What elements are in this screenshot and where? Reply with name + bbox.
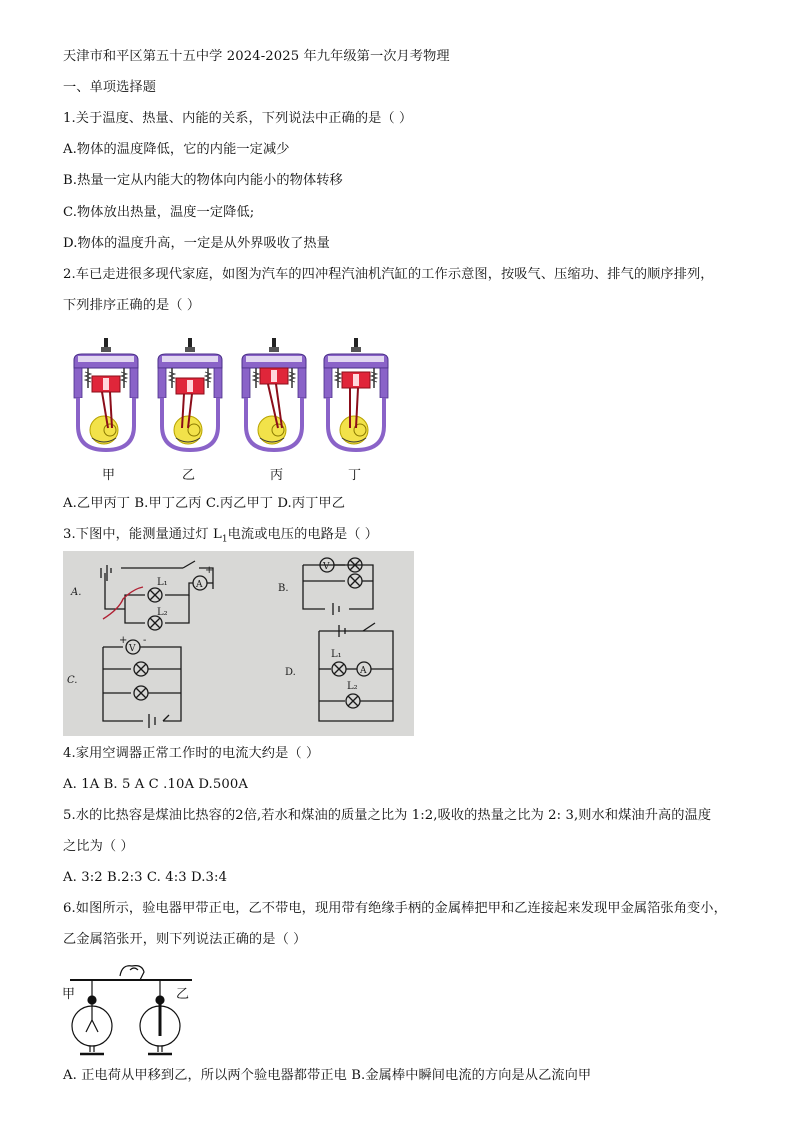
- circuit-a-l2: L₂: [157, 607, 168, 618]
- q5-stem-line1: 5.水的比热容是煤油比热容的2倍,若水和煤油的质量之比为 1:2,吸收的热量之比为 2: 3,则水和煤油升高的温度: [63, 808, 712, 823]
- circuit-b-voltmeter: V: [323, 562, 330, 572]
- q6-options: A. 正电荷从甲移到乙，所以两个验电器都带正电 B.金属棒中瞬间电流的方向是从乙流向甲: [63, 1068, 592, 1083]
- q3-stem: [63, 526, 378, 549]
- circuit-diagrams: [63, 551, 414, 736]
- exam-title: 天津市和平区第五十五中学 2024-2025 年九年级第一次月考物理: [63, 49, 450, 64]
- circuit-a-ammeter: A: [196, 580, 203, 590]
- circuit-d-l2: L₂: [347, 681, 358, 692]
- circuit-a-l1: L₁: [157, 577, 168, 588]
- q2-stem-line1: 2.车已走进很多现代家庭，如图为汽车的四冲程汽油机汽缸的工作示意图，按吸气、压缩功、排气的顺序排列，: [63, 267, 714, 282]
- engine-label-bing: 丙: [270, 468, 284, 483]
- circuit-photo: [63, 551, 414, 736]
- circuit-label-c: C.: [67, 675, 78, 686]
- q4-stem: 4.家用空调器正常工作时的电流大约是（ ）: [63, 746, 320, 761]
- circuit-label-d: D.: [285, 667, 296, 678]
- engine-label-jia: 甲: [102, 468, 116, 483]
- section-heading: 一、单项选择题: [63, 80, 157, 95]
- q1-stem: 1.关于温度、热量、内能的关系，下列说法中正确的是（ ）: [63, 111, 413, 126]
- q1-option-b: B.热量一定从内能大的物体向内能小的物体转移: [63, 173, 343, 188]
- q3-stem-post: 电流或电压的电路是（ ）: [227, 527, 379, 542]
- q2-stem-line2: 下列排序正确的是（ ）: [63, 298, 201, 313]
- engine-strokes-figure: [68, 338, 398, 456]
- q1-option-c: C.物体放出热量，温度一定降低;: [63, 205, 255, 220]
- q5-stem-line2: 之比为（ ）: [63, 839, 134, 854]
- engine-label-ding: 丁: [348, 468, 362, 483]
- circuit-a-plus: +: [205, 565, 214, 576]
- q1-option-a: A.物体的温度降低，它的内能一定减少: [63, 142, 290, 157]
- electroscope-label-yi: 乙: [176, 987, 190, 1002]
- circuit-c-voltmeter: V: [129, 644, 136, 654]
- circuit-d-l1: L₁: [331, 649, 342, 660]
- circuit-c-plus: +: [119, 635, 128, 646]
- q5-options: A. 3:2 B.2:3 C. 4:3 D.3:4: [63, 870, 228, 885]
- q3-stem-sub: 1: [221, 534, 228, 545]
- circuit-c-minus: -: [143, 635, 147, 646]
- q1-option-d: D.物体的温度升高，一定是从外界吸收了热量: [63, 236, 330, 251]
- q4-options: A. 1A B. 5 A C .10A D.500A: [63, 777, 248, 792]
- electroscope-label-jia: 甲: [62, 987, 76, 1002]
- circuit-d-ammeter: A: [360, 666, 367, 676]
- electroscope-figure: [62, 960, 202, 1060]
- q3-stem-pre: 3.下图中，能测量通过灯 L: [63, 527, 222, 542]
- q2-options: A.乙甲丙丁 B.甲丁乙丙 C.丙乙甲丁 D.丙丁甲乙: [63, 496, 345, 511]
- engine-label-yi: 乙: [182, 468, 196, 483]
- circuit-label-a: A.: [71, 587, 82, 598]
- q6-stem-line1: 6.如图所示，验电器甲带正电，乙不带电，现用带有绝缘手柄的金属棒把甲和乙连接起来发现甲金属箔张角变小，: [63, 901, 727, 916]
- circuit-label-b: B.: [278, 583, 289, 594]
- q6-stem-line2: 乙金属箔张开，则下列说法正确的是（ ）: [63, 932, 307, 947]
